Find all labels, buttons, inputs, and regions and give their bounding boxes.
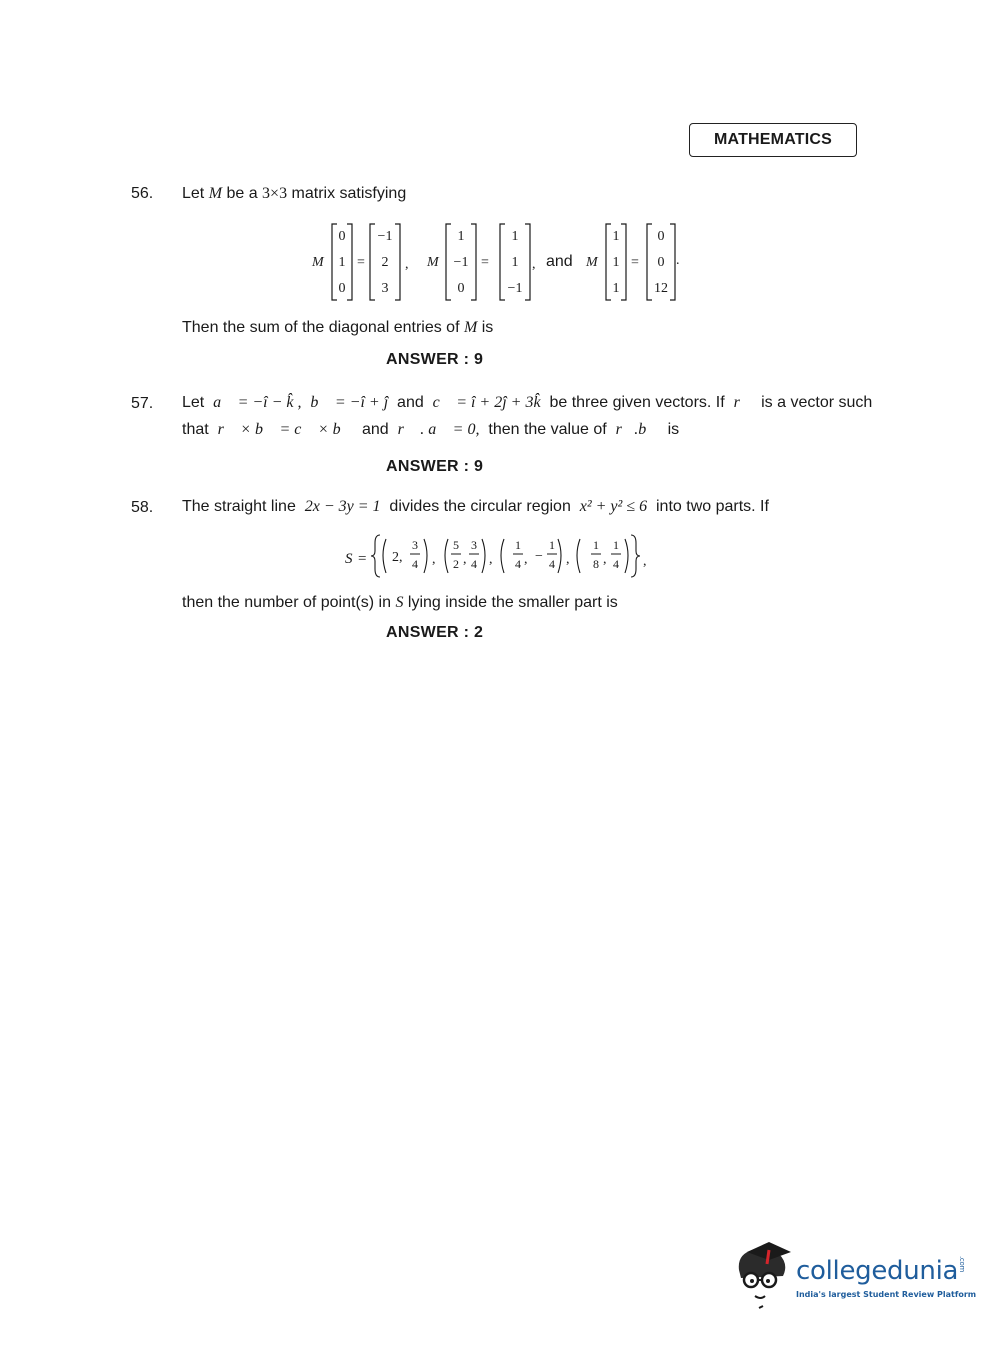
r-dot-b: r⃗.b⃗ [615,421,659,438]
vector-3-output-entry: 0 [657,229,665,244]
vector-3-input-left-bracket [606,224,611,300]
question-number-56: 56. [131,185,154,202]
answer-57: ANSWER : 9 [386,458,484,475]
vector-1-output-left-bracket [370,224,375,300]
point-4-y-numerator: 1 [613,538,619,552]
dot-product-condition: r⃗ . a⃗ = 0, [397,421,480,438]
vector-2-input-entry: 1 [457,229,465,244]
point-3-x-denominator: 4 [515,557,521,571]
matrix-equations [300,218,700,304]
vector-1-input-entry: 0 [338,229,346,244]
separator: , [432,552,436,567]
point-4-close-paren [625,539,628,573]
vector-3-output-entry: 12 [654,281,668,296]
vector-1-input-right-bracket [347,224,352,300]
point-3-minus: − [535,549,543,564]
set-open-brace [371,535,380,577]
logo-wordmark: collegedunia.com [796,1256,967,1286]
point-1-y-numerator: 3 [412,538,418,552]
vector-3-input-entry: 1 [612,255,620,270]
logo-suffix: .com [958,1256,967,1272]
vector-2-input-left-bracket [446,224,451,300]
and-word: and [546,253,573,270]
question-56-text: Then the sum of the diagonal entries of M is [182,319,494,336]
vector-1-output-entry: 2 [381,255,389,270]
matrix-cells [339,229,669,296]
vector-2-output-right-bracket [525,224,530,300]
separator: , [524,552,528,567]
point-4-x-numerator: 1 [593,538,599,552]
point-4-open-paren [577,539,580,573]
vector-1-output-entry: −1 [377,229,393,244]
set-symbol: S [345,551,353,567]
vector-3-input-entry: 1 [612,281,620,296]
vector-2-input-entry: −1 [453,255,469,270]
question-58-line-2: then the number of point(s) in S lying inside the smaller part is [182,594,618,611]
separator: , [603,552,607,567]
question-number-58: 58. [131,499,154,516]
point-2-close-paren [482,539,485,573]
point-4-y-denominator: 4 [613,557,619,571]
vector-a-definition: a⃗ = −î − k̂ , [213,394,302,411]
vector-2-input-right-bracket [471,224,476,300]
point-1-x: 2, [392,550,403,565]
matrix-equation-3 [585,255,599,270]
period: . [676,253,680,268]
vector-3-output-left-bracket [647,224,652,300]
mascot-icon [733,1240,797,1310]
point-1-close-paren [424,539,427,573]
vector-1-input-entry: 0 [338,281,346,296]
vector-3-input-entry: 1 [612,229,620,244]
vector-2-output-entry: 1 [511,229,519,244]
vector-2-input-entry: 0 [457,281,465,296]
vector-3-input-right-bracket [621,224,626,300]
answer-58: ANSWER : 2 [386,624,484,641]
comma: , [405,257,409,272]
vector-3-output-entry: 0 [657,255,665,270]
point-2-open-paren [445,539,448,573]
separator: , [489,552,493,567]
question-number-57: 57. [131,395,154,412]
point-1-open-paren [383,539,386,573]
point-1-y-denominator: 4 [412,557,418,571]
vector-3-output-right-bracket [670,224,675,300]
vector-1-input-left-bracket [332,224,337,300]
collegedunia-logo [733,1240,977,1310]
separator: , [463,552,467,567]
trailing-comma: , [643,554,647,569]
question-58-line-1: The straight line 2x − 3y = 1 divides the circular region x² + y² ≤ 6 into two parts. If [182,498,769,515]
vector-2-output-entry: −1 [507,281,523,296]
point-4-x-denominator: 8 [593,557,599,571]
region-inequality: x² + y² ≤ 6 [579,498,648,515]
equals-sign: = [358,551,367,567]
vector-2-output-entry: 1 [511,255,519,270]
vector-1-output-right-bracket [395,224,400,300]
logo-tagline: India's largest Student Review Platform [796,1290,977,1299]
matrix-symbol: M [312,255,324,270]
set-s-expression [340,533,660,583]
point-3-y-numerator: 1 [549,538,555,552]
comma: , [532,257,536,272]
point-3-open-paren [501,539,504,573]
vector-1-output-entry: 3 [381,281,389,296]
line-equation: 2x − 3y = 1 [304,498,381,515]
question-57-line-1: Let a⃗ = −î − k̂ , b⃗ = −î + ĵ and c⃗ = î + 2ĵ + 3k̂ be three given vectors. If r⃗ is a vector such [182,394,873,411]
question-57-line-2: that r⃗ × b⃗ = c⃗ × b⃗ and r⃗ . a⃗ = 0, then the value of r⃗.b⃗ is [182,421,680,438]
point-2-x-denominator: 2 [453,557,459,571]
equals-sign: = [481,255,489,270]
point-2-y-numerator: 3 [471,538,477,552]
set-close-brace [631,535,640,577]
vector-c-definition: c⃗ = î + 2ĵ + 3k̂ [432,394,541,411]
cross-product-condition: r⃗ × b⃗ = c⃗ × b⃗ [217,421,354,438]
point-2-y-denominator: 4 [471,557,477,571]
vector-1-input-entry: 1 [338,255,346,270]
point-3-x-numerator: 1 [515,538,521,552]
vector-r: r⃗ [733,394,753,411]
separator: , [566,552,570,567]
matrix-equation-2 [426,255,440,270]
equals-sign: = [357,255,365,270]
set-points [371,535,647,577]
vector-b-definition: b⃗ = −î + ĵ [310,394,389,411]
question-56-intro: Let M be a 3×3 matrix satisfying [182,185,407,202]
point-3-close-paren [558,539,561,573]
subject-header: MATHEMATICS [689,123,857,157]
equals-sign: = [631,255,639,270]
matrix-symbol: M [427,255,439,270]
matrix-symbol: M [586,255,598,270]
point-3-y-denominator: 4 [549,557,555,571]
matrix-equation-1 [311,255,325,270]
point-2-x-numerator: 5 [453,538,459,552]
answer-56: ANSWER : 9 [386,351,484,368]
vector-2-output-left-bracket [500,224,505,300]
